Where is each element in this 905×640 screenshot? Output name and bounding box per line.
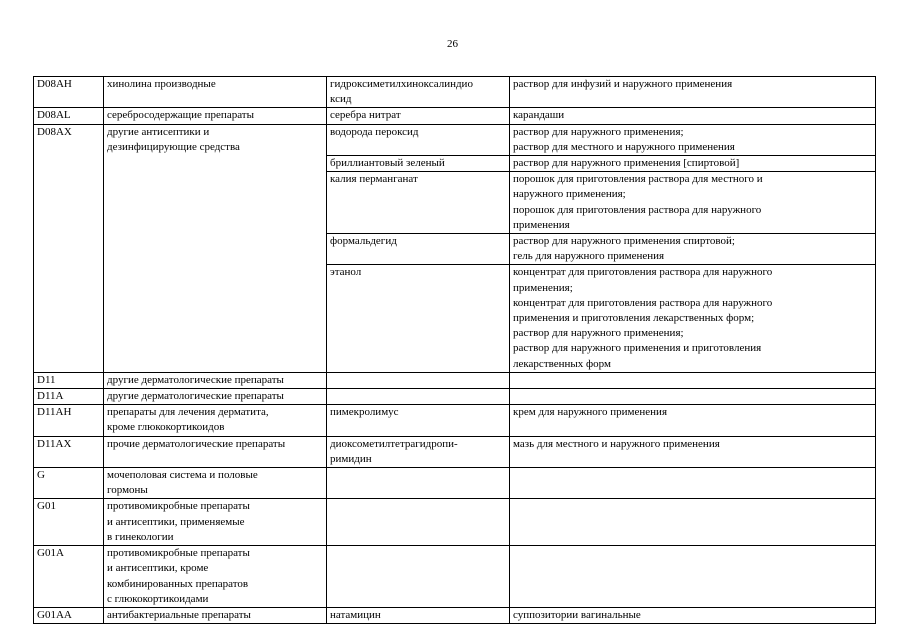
table-row [34,405,876,436]
inn-cell [327,499,510,546]
group-name-cell: противомикробные препараты и антисептики, кроме комбинированных препаратов с глюкокортикоидами [104,546,327,608]
group-name-cell: препараты для лечения дерматита, кроме глюкокортикоидов [104,405,327,436]
dosage-form-cell: раствор для наружного применения [спиртовой] [510,156,876,172]
dosage-form-cell [510,468,876,499]
group-name-cell: другие дерматологические препараты [104,372,327,388]
atc-code-cell: D11A [34,389,104,405]
table-row [34,124,876,155]
dosage-form-cell: концентрат для приготовления раствора для наружного применения; концентрат для приготовления раствора для наружного применения и приготовления лекарственных форм; раствор для наружного применения; раствор для наружного применения и приготовления лекарственных форм [510,265,876,372]
inn-cell: формальдегид [327,234,510,265]
atc-code-cell: G01 [34,499,104,546]
atc-code-cell: D11 [34,372,104,388]
page-number: 26 [447,38,458,50]
atc-code-cell: D11AX [34,436,104,467]
atc-code-cell: D08AL [34,108,104,124]
dosage-form-cell: мазь для местного и наружного применения [510,436,876,467]
dosage-form-cell: порошок для приготовления раствора для местного и наружного применения; порошок для приготовления раствора для наружного применения [510,172,876,234]
dosage-form-cell: карандаши [510,108,876,124]
atc-code-cell: G [34,468,104,499]
table-row [34,468,876,499]
inn-cell: водорода пероксид [327,124,510,155]
dosage-form-cell: раствор для наружного применения; раствор для местного и наружного применения [510,124,876,155]
table-row [34,607,876,623]
inn-cell [327,546,510,608]
dosage-form-cell: раствор для наружного применения спиртовой; гель для наружного применения [510,234,876,265]
dosage-form-cell [510,499,876,546]
inn-cell: серебра нитрат [327,108,510,124]
dosage-form-cell [510,389,876,405]
inn-cell: калия перманганат [327,172,510,234]
dosage-form-cell: крем для наружного применения [510,405,876,436]
group-name-cell: хинолина производные [104,77,327,108]
table-row [34,389,876,405]
atc-code-cell: D11AH [34,405,104,436]
inn-cell: диоксометилтетрагидропи- римидин [327,436,510,467]
table-row [34,436,876,467]
atc-code-cell: D08AX [34,124,104,372]
medication-table [33,76,876,624]
table-row [34,546,876,608]
group-name-cell: другие дерматологические препараты [104,389,327,405]
dosage-form-cell [510,372,876,388]
table-row [34,499,876,546]
inn-cell: бриллиантовый зеленый [327,156,510,172]
inn-cell [327,468,510,499]
inn-cell: пимекролимус [327,405,510,436]
atc-code-cell: G01AA [34,607,104,623]
atc-code-cell: D08AH [34,77,104,108]
group-name-cell: серебросодержащие препараты [104,108,327,124]
atc-code-cell: G01A [34,546,104,608]
table-row [34,108,876,124]
inn-cell [327,372,510,388]
group-name-cell: мочеполовая система и половые гормоны [104,468,327,499]
table-row [34,77,876,108]
group-name-cell: прочие дерматологические препараты [104,436,327,467]
table-row [34,372,876,388]
dosage-form-cell: раствор для инфузий и наружного применения [510,77,876,108]
group-name-cell: антибактериальные препараты [104,607,327,623]
inn-cell: гидроксиметилхиноксалиндио ксид [327,77,510,108]
dosage-form-cell: суппозитории вагинальные [510,607,876,623]
inn-cell: натамицин [327,607,510,623]
group-name-cell: другие антисептики и дезинфицирующие средства [104,124,327,372]
dosage-form-cell [510,546,876,608]
inn-cell: этанол [327,265,510,372]
inn-cell [327,389,510,405]
group-name-cell: противомикробные препараты и антисептики, применяемые в гинекологии [104,499,327,546]
